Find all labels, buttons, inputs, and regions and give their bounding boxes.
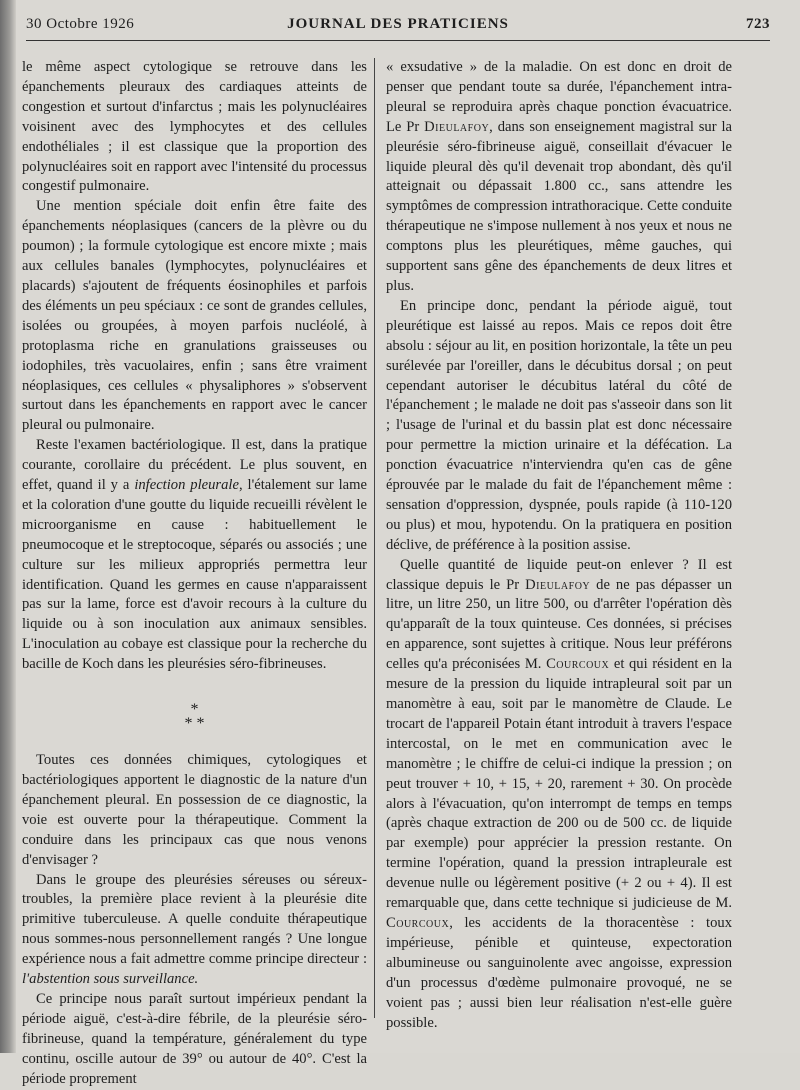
running-header: [26, 16, 770, 38]
text-run: , dans son enseignement magistral sur la pleurésie séro-fibrineuse aiguë, conseillait d'évacuer le liquide pleural dès qu'il devenait trop abondant, dès qu'il atteignait ou dépassait 1.800 cc., sans attendre les symptômes de compression intrathoracique. Cette conduite thérapeutique ne s'impose nullement à nos yeux et nous ne comptons plus les pleurétiques, même gauches, qui supportent sans gêne des épanchements de deux litres et plus.: [386, 118, 732, 294]
paragraph: Toutes ces données chimiques, cytologiques et bactériologiques apportent le diagnostic de la nature d'un épanchement pleural. En possession de ce diagnostic, la voie est ouverte pour la thérapeutique. Comment la conduire dans les principaux cas que nous venons d'envisager ?: [22, 752, 367, 868]
left-column: [22, 58, 367, 1090]
text-run: Quelle quantité de liquide peut-on enlever ? Il est classique depuis le Pr: [386, 556, 732, 593]
header-rule: [26, 40, 770, 41]
text-run: , l'étalement sur lame et la coloration d'une goutte du liquide recueilli révèlent le microorganisme en cause : habituellement le pneumocoque et le streptocoque, séparés ou associés ; une culture sur les milieux appropriés permettra leur identification. Quand les germes en cause n'apparaissent pas sur la lame, force est d'avoir recours à la culture du liquide ou à son inoculation aux animaux sensibles. L'inoculation au cobaye est classique pour la recherche du bacille de Koch dans les pleurésies séro-fibrineuses.: [22, 477, 367, 673]
text-run: et qui résident en la mesure de la pression du liquide intrapleural soit par un manomètre à eau, soit par le manomètre de Claude. Le trocart de l'appareil Potain étant introduit à travers l'espace intercostal, on le met en communication avec le manomètre ; le chiffre de celui-ci indique la pression ; on peut trouver + 10, + 15, + 20, rarement + 30. On procède alors à l'évacuation, qu'on interrompt de temps en temps (après chaque extraction de 200 ou de 500 cc. de liquide par exemple) pour apprécier la pression restante. On termine l'opération, quand la pression intrapleurale est devenue nulle ou légèrement positive (+ 2 ou + 4). Il est remarquable que, dans cette technique si judicieuse de M.: [386, 656, 732, 912]
text-run: Dans le groupe des pleurésies séreuses ou séreux-troubles, la première place revient à la pleurésie dite primitive tuberculeuse. A quelle conduite thérapeutique nous sommes-nous personnellement rangés ? Une longue expérience nous a fait admettre comme principe directeur :: [22, 871, 367, 968]
binding-gutter: [0, 0, 16, 1053]
text-run: « exsudative » de la maladie. On est donc en droit de penser que pendant toute sa durée, l'épanchement intra-pleural se reproduira après chaque ponction évacuatrice. Le Pr: [386, 59, 732, 135]
author-name: Dieulafoy: [525, 576, 591, 593]
paragraph: Ce principe nous paraît surtout impérieux pendant la période aiguë, c'est-à-dire fébrile, de la pleurésie séro-fibrineuse, quand la température, généralement du type continu, oscille autour de 39° ou autour de 40°. C'est la période proprement: [22, 990, 367, 1087]
paragraph: [22, 871, 367, 990]
asterism-top: *: [190, 701, 199, 719]
asterism-bottom: * *: [184, 715, 205, 733]
journal-title: JOURNAL DES PRATICIENS: [287, 16, 509, 32]
paragraph: le même aspect cytologique se retrouve dans les épanchements pleuraux des cardiaques atteints de congestion et surtout d'infarctus ; mais les polynucléaires voisinent avec des lymphocytes et des cellules endothéliales ; il est classique que la proportion des polynucléaires soit en rapport avec l'intensité du processus congestif pulmonaire.: [22, 59, 367, 195]
text-run: , les accidents de la thoracentèse : toux impérieuse, pénible et quinteuse, expectoration albumineuse ou sanguinolente avec angoisse, expression d'un processus d'œdème pulmonaire provoqué, ne se voient pas ; aussi bien leur réalisation n'est-elle guère possible.: [386, 914, 732, 1031]
text-run: de ne pas dépasser un litre, un litre 250, un litre 500, ou d'arrêter l'opération dès qu'apparaît de la toux quinteuse. Ces données, si précises en apparence, sont sujettes à critique. Nous leur préférons celles qu'a préconisées M.: [386, 576, 732, 673]
right-column: [386, 58, 732, 1033]
paragraph: [386, 58, 732, 297]
author-name: Dieulafoy: [424, 118, 490, 135]
column-divider: [374, 58, 375, 1018]
paragraph: [22, 436, 367, 675]
paragraph: Une mention spéciale doit enfin être faite des épanchements néoplasiques (cancers de la plèvre ou du poumon) ; la formule cytologique est encore mixte ; mais aux cellules banales (lymphocytes, polynucléaires et placards) s'ajoutent de fréquents éosinophiles et parfois des éléments un peu spéciaux : ce sont de grandes cellules, isolées ou groupées, à moyen parfois nucléolé, à protoplasma riche en granulations graisseuses ou iodophiles, très vacuolaires, enfin ; sans être vraiment néoplasiques, ces cellules « physaliphores » s'observent surtout dans les épanchements en rapport avec le cancer pleural ou pulmonaire.: [22, 198, 367, 434]
author-name: Courcoux: [546, 656, 610, 673]
page-number: 723: [746, 16, 770, 32]
section-separator: [22, 703, 367, 731]
paragraph: En principe donc, pendant la période aiguë, tout pleurétique est laissé au repos. Mais ce repos doit être absolu : séjour au lit, en position horizontale, la tête un peu surélevée par l'oreiller, dans le décubitus dorsal ; on peut cependant autoriser le décubitus latéral du côté de l'épanchement ; le malade ne doit pas s'asseoir dans son lit ; l'usage de l'urinal et du bassin plat est donc nécessaire pour permettre la miction urinaire et la défécation. La ponction évacuatrice n'interviendra qu'en cas de gêne éprouvée par le malade du fait de l'épanchement même : sensation d'oppression, dyspnée, pouls rapide (à 110-120 ou plus) et mou, hypotendu. On la pratiquera en position déclive, de préférence à la position assise.: [386, 297, 732, 553]
italic-term: l'abstention sous surveillance.: [22, 971, 199, 988]
header-date: 30 Octobre 1926: [26, 16, 135, 32]
author-name: Courcoux: [386, 914, 450, 931]
text-run: Reste l'examen bactériologique. Il est, dans la pratique courante, corollaire du précédent. Le plus souvent, en effet, quand il y a: [22, 437, 367, 494]
italic-term: infection pleurale: [134, 477, 239, 494]
paragraph: [386, 556, 732, 1034]
